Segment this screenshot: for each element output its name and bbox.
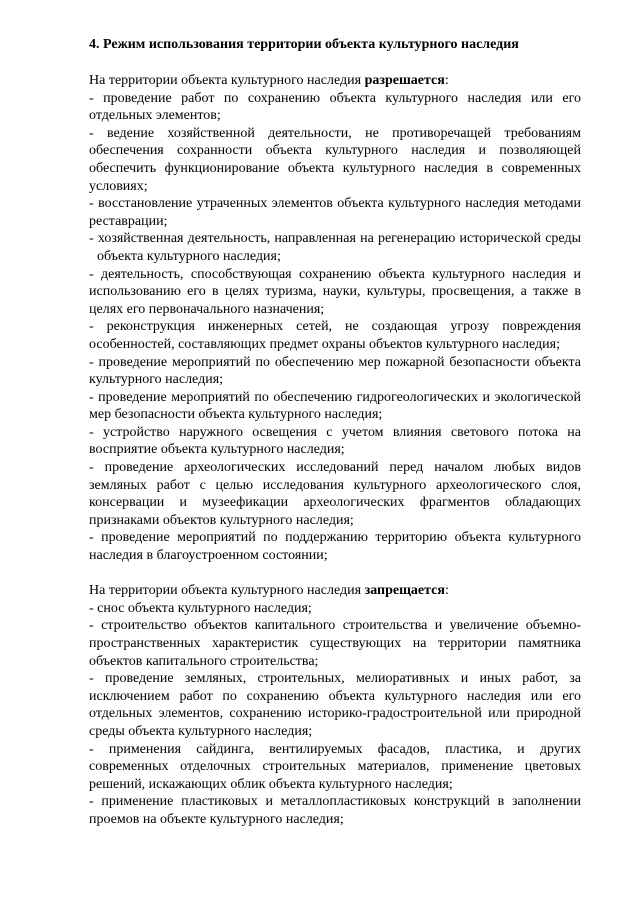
allowed-item: - проведение археологических исследований перед началом любых видов земляных работ с целью исследования культурного археологического слоя, консервации и музеефикации археологических фрагментов обладающих признаками объектов культурного наследия; [89,460,581,528]
allowed-item: - деятельность, способствующая сохранению объекта культурного наследия и использованию его в целях туризма, науки, культуры, просвещения, а также в целях его первоначального назначения; [89,266,581,317]
prohibited-item: - проведение земляных, строительных, мелиоративных и иных работ, за исключением работ по сохранению объекта культурного наследия или его отдельных элементов, сохранению историко-градостроительной или природной среды объекта культурного наследия; [89,671,581,739]
prohibited-list [89,600,581,829]
document-page [89,36,581,829]
allowed-item: - восстановление утраченных элементов объекта культурного наследия методами реставрации; [89,196,581,229]
allowed-item: - реконструкция инженерных сетей, не создающая угрозу повреждения особенностей, составляющих предмет охраны объектов культурного наследия; [89,319,581,352]
prohibited-item: - снос объекта культурного наследия; [89,600,312,616]
section-spacer [89,565,581,583]
allowed-item: - проведение мероприятий по обеспечению мер пожарной безопасности объекта культурного наследия; [89,354,581,388]
allowed-intro-text: На территории объекта культурного наследия [89,73,365,88]
section-heading: 4. Режим использования территории объекта культурного наследия [89,37,519,52]
allowed-item: - ведение хозяйственной деятельности, не противоречащей требованиям обеспечения сохранности объекта культурного наследия и позволяющей обеспечить функционирование объекта культурного наследия в современных условиях; [89,125,581,194]
prohibited-intro-text: На территории объекта культурного наследия [89,583,365,599]
allowed-item: - проведение работ по сохранению объекта культурного наследия или его отдельных элементов; [89,90,581,124]
allowed-item: - хозяйственная деятельность, направленная на регенерацию исторической среды объекта культурного наследия; [89,231,581,264]
allowed-item: - устройство наружного освещения с учетом влияния светового потока на восприятие объекта культурного наследия; [89,424,581,458]
prohibited-intro-colon: : [444,583,449,599]
prohibited-item: - строительство объектов капитального строительства и увеличение объемно-пространственных характеристик существующих на территории памятника объектов капитального строительства; [89,618,581,669]
allowed-intro-colon: : [444,73,449,88]
prohibited-intro [89,582,581,600]
prohibited-keyword: запрещается [364,583,445,599]
allowed-list [89,90,581,565]
prohibited-item: - применение пластиковых и металлопластиковых конструкций в заполнении проемов на объекте культурного наследия; [89,794,581,827]
allowed-item: - проведение мероприятий по поддержанию территорию объекта культурного наследия в благоустроенном состоянии; [89,530,581,564]
allowed-keyword: разрешается [364,73,445,88]
allowed-intro [89,72,581,90]
allowed-item: - проведение мероприятий по обеспечению гидрогеологических и экологической мер безопасности объекта культурного наследия; [89,389,581,423]
prohibited-item: - применения сайдинга, вентилируемых фасадов, пластика, и других современных отделочных строительных материалов, применение цветовых решений, искажающих облик объекта культурного наследия; [89,741,581,792]
